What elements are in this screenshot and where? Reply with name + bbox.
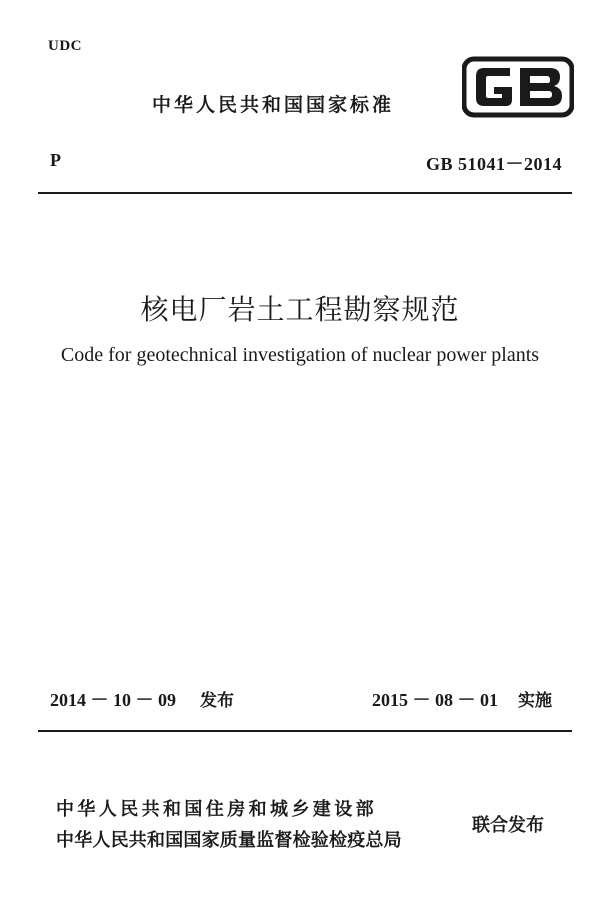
- category-code: P: [50, 150, 61, 170]
- title-english: Code for geotechnical investigation of nuclear power plants: [60, 344, 540, 366]
- udc-label: UDC: [48, 38, 82, 54]
- top-divider: [38, 192, 572, 194]
- issue-label: 发布: [200, 691, 234, 711]
- joint-issue-label: 联合发布: [472, 815, 544, 836]
- issuer-line-1: 中华人民共和国住房和城乡建设部: [56, 799, 377, 820]
- standard-type-label: 中华人民共和国国家标准: [152, 94, 395, 116]
- implementation-label: 实施: [518, 691, 552, 711]
- title-chinese: 核电厂岩土工程勘察规范: [140, 293, 460, 326]
- issuer-line-2: 中华人民共和国国家质量监督检验检疫总局: [56, 830, 402, 851]
- implementation-date: 2015 － 08 － 01: [372, 690, 498, 710]
- standard-number: GB 51041－2014: [425, 154, 562, 174]
- gb-logo-icon: [462, 56, 574, 118]
- bottom-divider: [38, 730, 572, 732]
- issue-date: 2014 － 10 － 09: [50, 690, 176, 710]
